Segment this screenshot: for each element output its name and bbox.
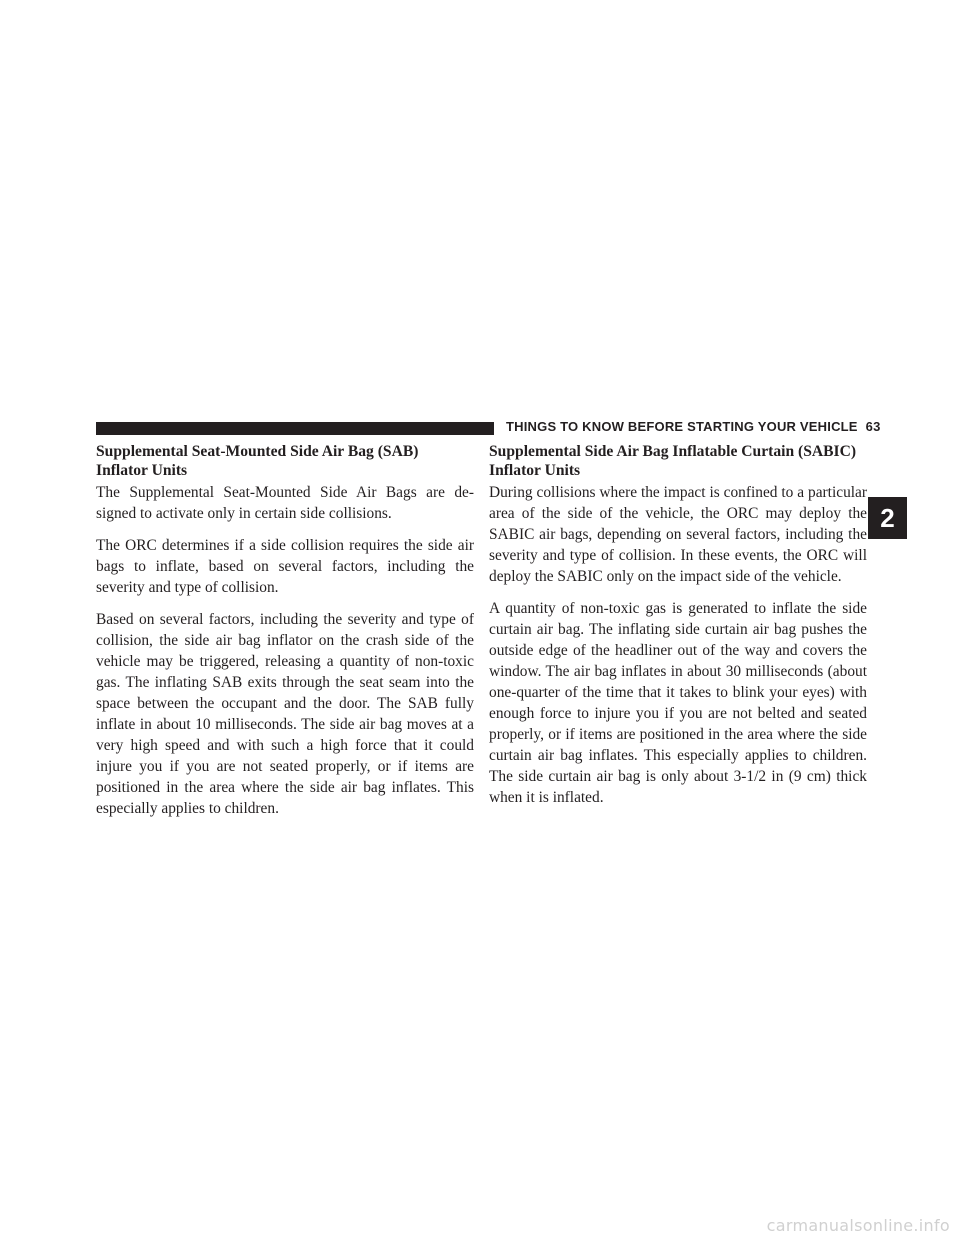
running-header	[506, 419, 881, 434]
sab-paragraph-1: The Supplemental Seat-Mounted Side Air Bags are de-signed to activate only in certain side collisions.	[96, 484, 474, 522]
sabic-paragraph-1: During collisions where the impact is confined to a particular area of the side of the vehicle, the ORC may deploy the SABIC air bags, depending on several factors, including the severity and type of collision. In these events, the ORC will deploy the SABIC only on the impact side of the vehicle.	[489, 484, 867, 585]
sab-paragraph-3: Based on several factors, including the severity and type of collision, the side air bag inflator on the crash side of the vehicle may be triggered, releasing a quantity of non-toxic gas. The inflating SAB exits through the seat seam into the space between the occupant and the door. The SAB fully inflate in about 10 milliseconds. The side air bag moves at a very high speed and with such a high force that it could injure you if you are not seated properly, or if items are positioned in the area where the side air bag inflates. This especially applies to children.	[96, 611, 474, 817]
section-title: THINGS TO KNOW BEFORE STARTING YOUR VEHICLE	[506, 419, 858, 434]
header-rule	[96, 422, 494, 435]
watermark: carmanualsonline.info	[766, 1216, 950, 1235]
left-column	[96, 442, 474, 830]
sab-paragraph-2: The ORC determines if a side collision requires the side air bags to inflate, based on several factors, including the severity and type of collision.	[96, 537, 474, 596]
sab-heading: Supplemental Seat-Mounted Side Air Bag (SAB) Inflator Units	[96, 443, 419, 479]
sabic-paragraph-2: A quantity of non-toxic gas is generated to inflate the side curtain air bag. The inflating side curtain air bag pushes the outside edge of the headliner out of the way and covers the window. The air bag inflates in about 30 milliseconds (about one-quarter of the time that it takes to blink your eyes) with enough force to injure you if you are not belted and seated properly, or if items are positioned in the area where the side curtain air bag inflates. This especially applies to children. The side curtain air bag is only about 3-1/2 in (9 cm) thick when it is inflated.	[489, 600, 867, 806]
page-number: 63	[865, 419, 881, 434]
sabic-heading: Supplemental Side Air Bag Inflatable Curtain (SABIC) Inflator Units	[489, 443, 857, 479]
right-column	[489, 442, 867, 819]
chapter-tab: 2	[868, 497, 907, 539]
